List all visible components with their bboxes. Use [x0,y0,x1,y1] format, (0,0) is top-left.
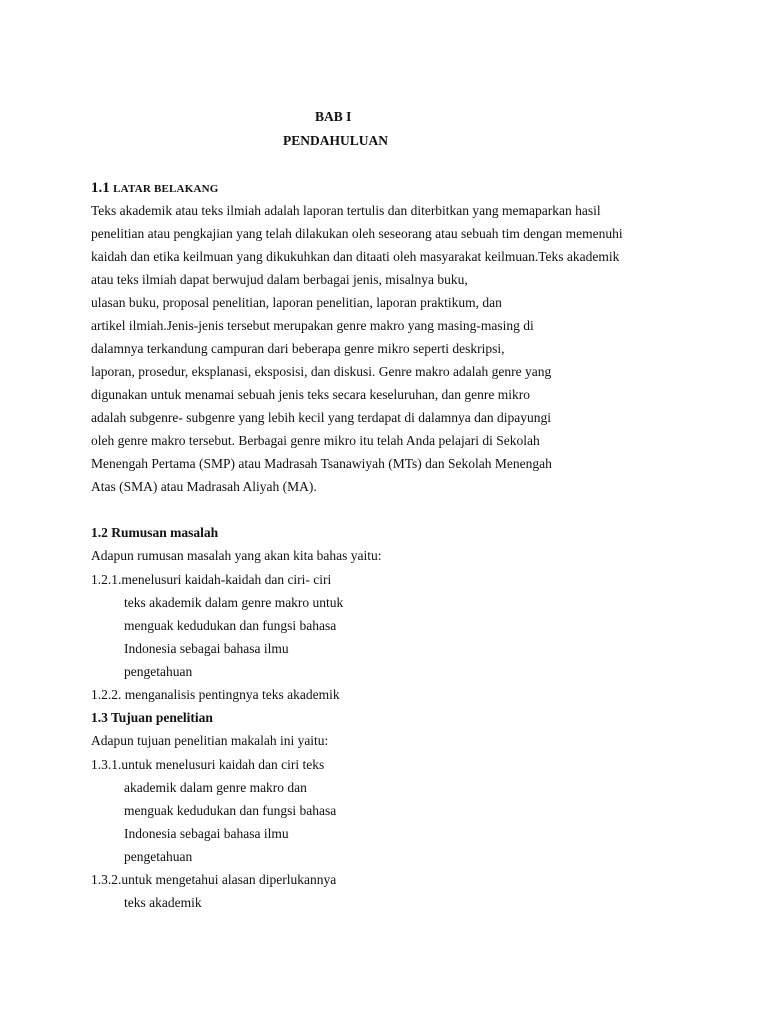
chapter-title: BAB I [315,109,352,124]
section-3-intro: Adapun tujuan penelitian makalah ini yaitu: [91,733,329,748]
list-item: 1.3.1.untuk menelusuri kaidah dan ciri teks [91,757,325,772]
paragraph-line: atau teks ilmiah dapat berwujud dalam berbagai jenis, misalnya buku, [91,272,468,287]
paragraph-line: artikel ilmiah.Jenis-jenis tersebut merupakan genre makro yang masing-masing di [91,318,534,333]
section-2-heading: 1.2 Rumusan masalah [91,525,219,540]
paragraph-line: digunakan untuk menamai sebuah jenis teks secara keseluruhan, dan genre mikro [91,387,530,402]
paragraph-line: kaidah dan etika keilmuan yang dikukuhkan dan ditaati oleh masyarakat keilmuan.Teks akademik [91,249,620,264]
paragraph-line: penelitian atau pengkajian yang telah dilakukan oleh seseorang atau sebuah tim dengan memenuhi [91,226,623,241]
list-item-continuation: akademik dalam genre makro dan [124,780,307,795]
section-1-number: 1.1 [91,180,110,196]
list-item: 1.2.1.menelusuri kaidah-kaidah dan ciri- ciri [91,572,332,587]
list-item-continuation: teks akademik [124,895,202,910]
list-item-continuation: pengetahuan [124,849,193,864]
paragraph-line: ulasan buku, proposal penelitian, laporan penelitian, laporan praktikum, dan [91,295,502,310]
paragraph-line: dalamnya terkandung campuran dari beberapa genre mikro seperti deskripsi, [91,341,505,356]
section-1-heading [91,179,219,198]
section-3-heading: 1.3 Tujuan penelitian [91,710,213,725]
paragraph-line: Teks akademik atau teks ilmiah adalah laporan tertulis dan diterbitkan yang memaparkan hasil [91,203,601,218]
list-item: 1.2.2. menganalisis pentingnya teks akademik [91,687,340,702]
paragraph-line: laporan, prosedur, eksplanasi, eksposisi, dan diskusi. Genre makro adalah genre yang [91,364,552,379]
list-item-continuation: menguak kedudukan dan fungsi bahasa [124,618,337,633]
section-1-title: LATAR BELAKANG [113,183,219,195]
section-2-intro: Adapun rumusan masalah yang akan kita bahas yaitu: [91,548,382,563]
list-item-continuation: pengetahuan [124,664,193,679]
list-item-continuation: teks akademik dalam genre makro untuk [124,595,344,610]
list-item-continuation: menguak kedudukan dan fungsi bahasa [124,803,337,818]
chapter-subtitle: PENDAHULUAN [283,133,389,148]
list-item: 1.3.2.untuk mengetahui alasan diperlukannya [91,872,337,887]
list-item-continuation: Indonesia sebagai bahasa ilmu [124,826,289,841]
paragraph-line: Menengah Pertama (SMP) atau Madrasah Tsanawiyah (MTs) dan Sekolah Menengah [91,456,552,471]
paragraph-line: Atas (SMA) atau Madrasah Aliyah (MA). [91,479,317,494]
paragraph-line: oleh genre makro tersebut. Berbagai genre mikro itu telah Anda pelajari di Sekolah [91,433,540,448]
paragraph-line: adalah subgenre- subgenre yang lebih kecil yang terdapat di dalamnya dan dipayungi [91,410,551,425]
list-item-continuation: Indonesia sebagai bahasa ilmu [124,641,289,656]
